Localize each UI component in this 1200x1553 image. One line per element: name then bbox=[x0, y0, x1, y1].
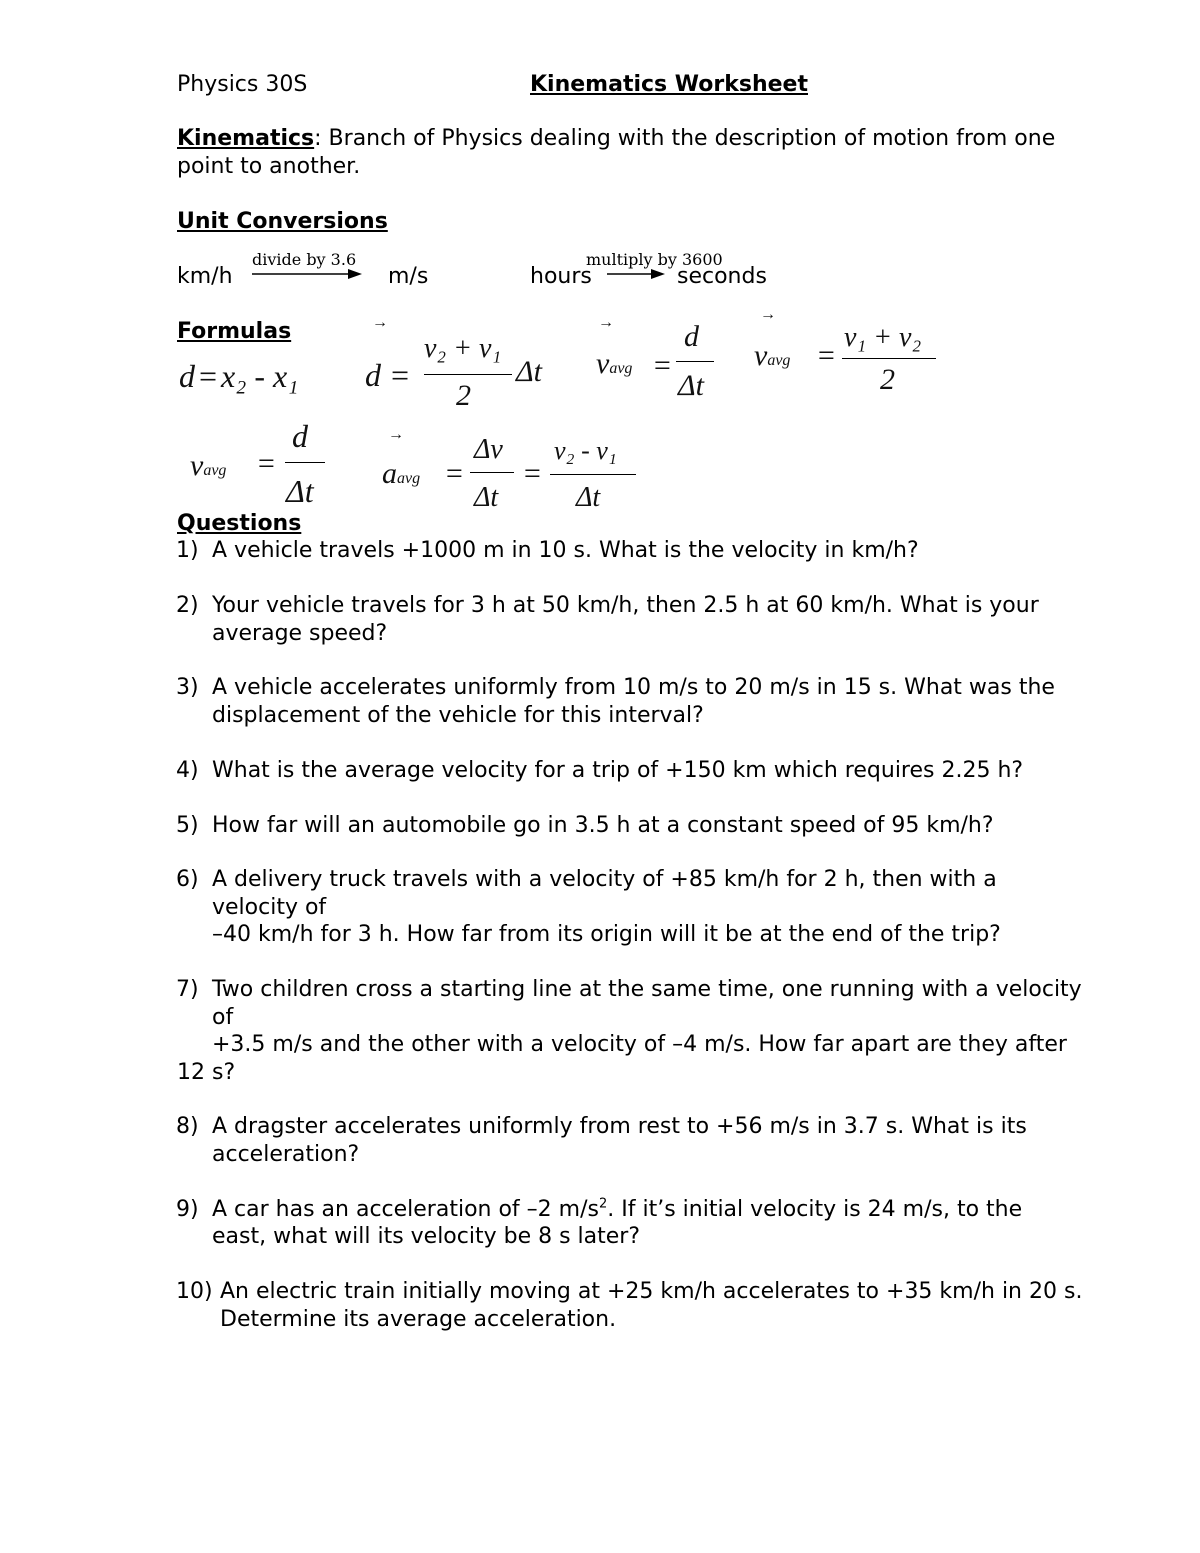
fraction-bar bbox=[470, 472, 514, 473]
definition-line-1 bbox=[177, 125, 1055, 153]
right-arrow-icon bbox=[607, 268, 665, 280]
formula-acceleration-den2: Δt bbox=[576, 482, 601, 513]
formula-acceleration-num2: v₂ - v₁ bbox=[554, 436, 617, 465]
formula-displacement-avg-tail: Δt bbox=[516, 355, 542, 388]
vector-arrow-icon: → bbox=[598, 314, 614, 331]
vector-arrow-icon: → bbox=[372, 314, 388, 331]
formula-velocity-avg-lhs: vavg bbox=[754, 339, 791, 372]
formula-speed-den: Δt bbox=[286, 473, 314, 509]
question-9-text: A car has an acceleration of –2 $m/s^2$. If it’s initial velocity is 24 m/s, to the bbox=[212, 1196, 1023, 1222]
question-2-text-cont: average speed? bbox=[212, 621, 388, 646]
question-7-trailing: 12 s? bbox=[177, 1060, 236, 1085]
conversion-op-divide: divide by 3.6 bbox=[252, 250, 357, 269]
definition-line-2: point to another. bbox=[177, 154, 361, 179]
question-number: 8) bbox=[176, 1114, 199, 1139]
formula-acceleration-num1: Δv bbox=[474, 434, 503, 465]
conversion-op-multiply: multiply by 3600 bbox=[586, 250, 723, 269]
question-6-text-cont: velocity of bbox=[212, 895, 327, 920]
conversion-to-ms: m/s bbox=[388, 264, 429, 289]
question-10-text-cont: Determine its average acceleration. bbox=[220, 1307, 617, 1332]
formula-acceleration-lhs: aavg bbox=[382, 457, 421, 490]
definition-colon: : bbox=[314, 126, 322, 151]
formula-speed-eq: = bbox=[256, 447, 277, 480]
fraction-bar bbox=[842, 358, 936, 359]
vector-arrow-icon: → bbox=[760, 306, 776, 323]
question-4-text: What is the average velocity for a trip of +150 km which requires 2.25 h? bbox=[212, 758, 1024, 783]
question-5-text: How far will an automobile go in 3.5 h at a constant speed of 95 km/h? bbox=[212, 813, 994, 838]
formula-speed-lhs: vavg bbox=[190, 449, 227, 482]
question-10-text: An electric train initially moving at +25 km/h accelerates to +35 km/h in 20 s. bbox=[220, 1279, 1083, 1304]
question-number: 4) bbox=[176, 758, 199, 783]
formula-displacement: d = x₂ - x₁ bbox=[179, 358, 299, 394]
formula-velocity-eq: = bbox=[652, 349, 673, 382]
course-name: Physics 30S bbox=[177, 72, 308, 97]
conversion-from-hours: hours bbox=[530, 264, 592, 289]
question-3-text-cont: displacement of the vehicle for this interval? bbox=[212, 703, 704, 728]
question-number: 1) bbox=[176, 538, 199, 563]
question-7-text-cont: of bbox=[212, 1005, 234, 1030]
question-number: 5) bbox=[176, 813, 199, 838]
formula-velocity-lhs: vavg bbox=[596, 347, 633, 380]
question-8-text: A dragster accelerates uniformly from rest to +56 m/s in 3.7 s. What is its bbox=[212, 1114, 1027, 1139]
question-number: 9) bbox=[176, 1197, 199, 1222]
worksheet-title: Kinematics Worksheet bbox=[530, 72, 808, 97]
question-8-text-cont: acceleration? bbox=[212, 1142, 360, 1167]
definition-term: Kinematics bbox=[177, 126, 315, 151]
definition-text: Branch of Physics dealing with the description of motion from one bbox=[321, 126, 1056, 151]
formula-velocity-avg-eq: = bbox=[816, 339, 837, 372]
question-2-text: Your vehicle travels for 3 h at 50 km/h, then 2.5 h at 60 km/h. What is your bbox=[212, 593, 1039, 618]
conversion-to-seconds: seconds bbox=[677, 264, 767, 289]
question-number: 10) bbox=[176, 1279, 213, 1304]
question-3-text: A vehicle accelerates uniformly from 10 m/s to 20 m/s in 15 s. What was the bbox=[212, 675, 1055, 700]
fraction-bar bbox=[676, 361, 714, 362]
question-number: 7) bbox=[176, 977, 199, 1002]
formula-displacement-avg-lhs: d = bbox=[365, 357, 410, 393]
question-number: 2) bbox=[176, 593, 199, 618]
question-6-text-cont2: –40 km/h for 3 h. How far from its origin will it be at the end of the trip? bbox=[212, 922, 1001, 947]
formula-displacement-avg-den: 2 bbox=[456, 379, 471, 412]
right-arrow-icon bbox=[252, 268, 362, 280]
formula-speed-num: d bbox=[292, 418, 308, 454]
question-7-text-cont2: +3.5 m/s and the other with a velocity of –4 m/s. How far apart are they after bbox=[212, 1032, 1067, 1057]
question-1-text: A vehicle travels +1000 m in 10 s. What is the velocity in km/h? bbox=[212, 538, 919, 563]
unit-conversions-heading: Unit Conversions bbox=[177, 209, 388, 234]
conversion-from-kmh: km/h bbox=[177, 264, 233, 289]
formula-velocity-avg-den: 2 bbox=[880, 363, 895, 396]
formula-velocity-num: d bbox=[684, 320, 699, 353]
formula-velocity-den: Δt bbox=[678, 369, 704, 402]
question-6-text: A delivery truck travels with a velocity of +85 km/h for 2 h, then with a bbox=[212, 867, 997, 892]
formula-velocity-avg-num: v₁ + v₂ bbox=[844, 322, 922, 353]
question-number: 3) bbox=[176, 675, 199, 700]
formula-acceleration-eq2: = bbox=[522, 457, 543, 490]
questions-heading: Questions bbox=[177, 511, 302, 536]
vector-arrow-icon: → bbox=[388, 426, 404, 443]
formula-acceleration-eq: = bbox=[444, 457, 465, 490]
formulas-heading: Formulas bbox=[177, 319, 292, 344]
fraction-bar bbox=[424, 374, 512, 375]
fraction-bar bbox=[285, 462, 325, 463]
formula-acceleration-den1: Δt bbox=[474, 482, 499, 513]
question-9-text-cont: east, what will its velocity be 8 s later? bbox=[212, 1224, 641, 1249]
formula-displacement-avg-num: v₂ + v₁ bbox=[424, 333, 502, 364]
fraction-bar bbox=[550, 474, 636, 475]
question-7-text: Two children cross a starting line at the same time, one running with a velocity bbox=[212, 977, 1082, 1002]
question-number: 6) bbox=[176, 867, 199, 892]
